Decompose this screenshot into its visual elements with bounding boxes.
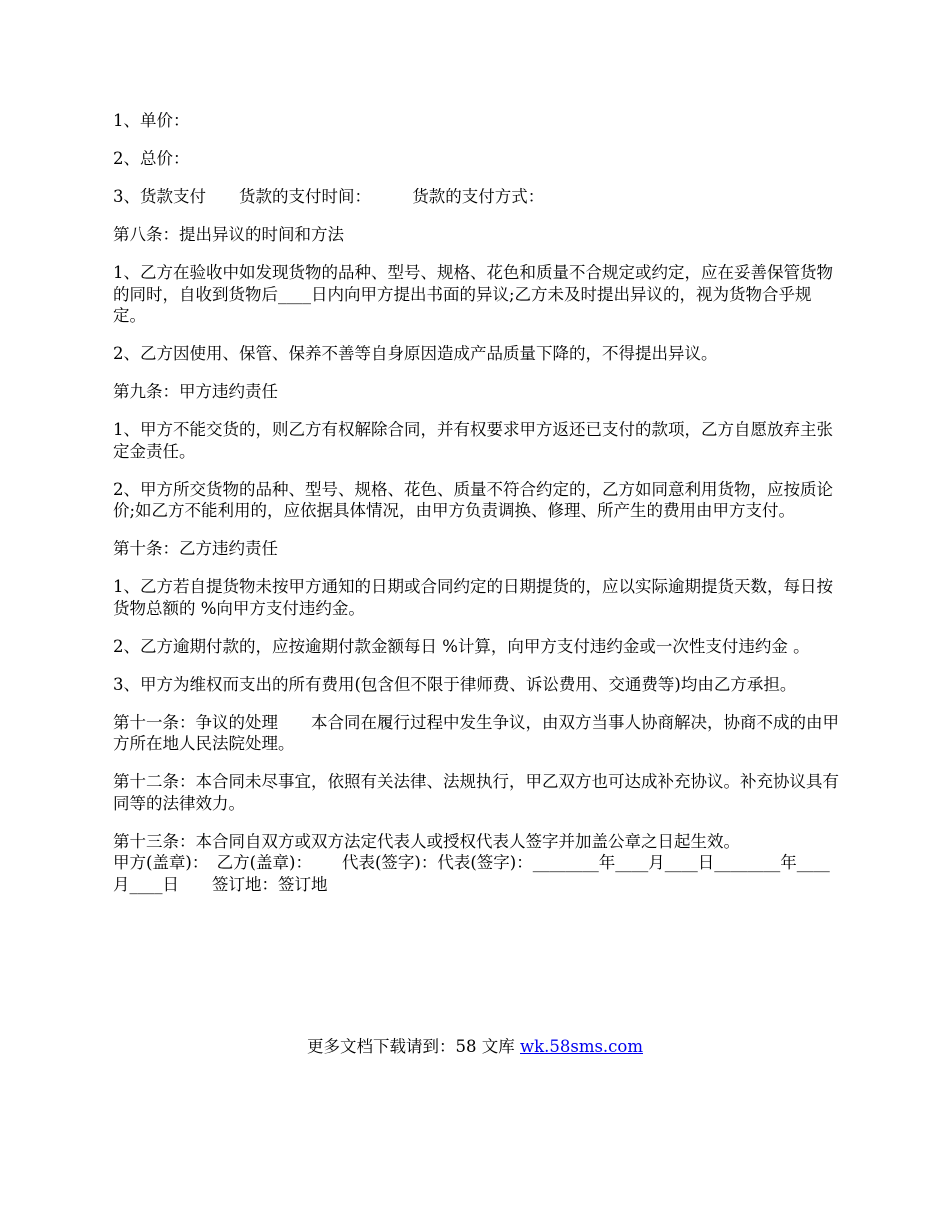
article-11: 第十一条：争议的处理 本合同在履行过程中发生争议，由双方当事人协商解决，协商不成的由甲方所在地人民法院处理。 (113, 712, 839, 753)
footer-text: 更多文档下载请到：58 文库 (306, 1037, 520, 1056)
article-9-heading: 第九条：甲方违约责任 (113, 382, 278, 401)
article-10-item-3: 3、甲方为维权而支出的所有费用(包含但不限于律师费、诉讼费用、交通费等)均由乙方承担。 (113, 674, 797, 694)
contract-body (113, 110, 841, 895)
clause-unit-price: 1、单价： (113, 111, 190, 130)
article-8-item-1: 1、乙方在验收中如发现货物的品种、型号、规格、花色和质量不合规定或约定，应在妥善保管货物的同时，自收到货物后____日内向甲方提出书面的异议;乙方未及时提出异议的，视为货物合乎规定。 (113, 263, 833, 325)
article-9-item-1: 1、甲方不能交货的，则乙方有权解除合同，并有权要求甲方返还已支付的款项，乙方自愿放弃主张定金责任。 (113, 420, 833, 461)
article-9-item-2: 2、甲方所交货物的品种、型号、规格、花色、质量不符合约定的，乙方如同意利用货物，应按质论价;如乙方不能利用的，应依据具体情况，由甲方负责调换、修理、所产生的费用由甲方支付。 (113, 479, 833, 520)
article-13: 第十三条：本合同自双方或双方法定代表人或授权代表人签字并加盖公章之日起生效。 (113, 831, 740, 851)
article-10-item-2: 2、乙方逾期付款的，应按逾期付款金额每日 %计算，向甲方支付违约金或一次性支付违约金 。 (113, 636, 810, 656)
footer (0, 1036, 950, 1058)
article-8-heading: 第八条：提出异议的时间和方法 (113, 225, 344, 244)
article-10-item-1: 1、乙方若自提货物未按甲方通知的日期或合同约定的日期提货的，应以实际逾期提货天数，每日按货物总额的 %向甲方支付违约金。 (113, 577, 833, 618)
article-8-item-2: 2、乙方因使用、保管、保养不善等自身原因造成产品质量下降的，不得提出异议。 (113, 344, 718, 363)
article-12: 第十二条：本合同未尽事宜，依照有关法律、法规执行，甲乙双方也可达成补充协议。补充协议具有同等的法律效力。 (113, 772, 839, 813)
footer-link[interactable]: wk.58sms.com (519, 1037, 643, 1056)
signature-block: 甲方(盖章)： 乙方(盖章)： 代表(签字)：代表(签字)：________年____月____日________年____月____日 签订地：签订地 (113, 853, 830, 894)
article-10-heading: 第十条：乙方违约责任 (113, 539, 278, 558)
clause-total-price: 2、总价： (113, 149, 190, 168)
clause-payment: 3、货款支付 货款的支付时间： 货款的支付方式： (113, 187, 545, 206)
